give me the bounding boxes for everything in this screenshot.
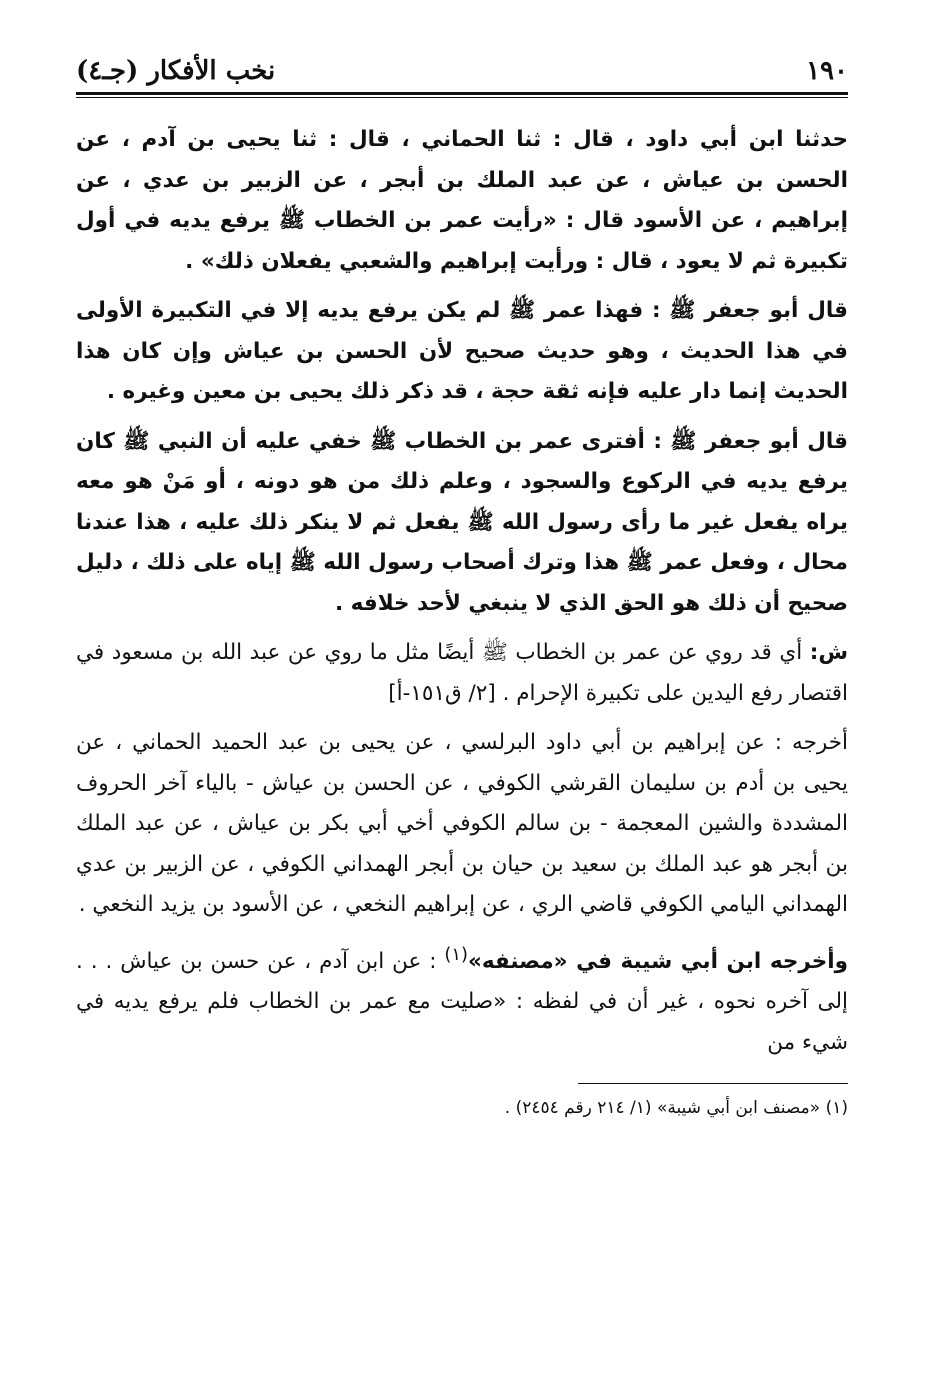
running-title: نخب الأفكار (جـ٤)	[76, 56, 276, 86]
abu-jafar-comment-1: قال أبو جعفر ﷺ : فهذا عمر ﷺ لم يكن يرفع يديه إلا في التكبيرة الأولى في هذا الحديث ، وهو حديث صحيح لأن الحسن بن عياش وإن كان هذا الحديث إنما دار عليه فإنه ثقة حجة ، قد ذكر ذلك يحيى بن معين وغيره .	[76, 298, 848, 404]
page-header	[76, 44, 848, 86]
page-number: ١٩٠	[806, 56, 848, 86]
takhrij-paragraph: أخرجه : عن إبراهيم بن أبي داود البرلسي ، عن يحيى بن عبد الحميد الحماني ، عن يحيى بن أدم بن سليمان القرشي الكوفي ، عن الحسن بن عياش - بالياء آخر الحروف المشددة والشين المعجمة - بن سالم الكوفي أخي أبي بكر بن عياش ، عن عبد الملك بن أبجر هو عبد الملك بن سعيد بن حيان بن أبجر الهمداني الكوفي ، عن الزبير بن عدي الهمداني اليامي الكوفي قاضي الري ، عن إبراهيم النخعي ، عن الأسود بن يزيد النخعي .	[76, 730, 848, 917]
commentary-marker: ش:	[809, 640, 848, 665]
footnote-ref[interactable]: (١)	[444, 943, 468, 965]
header-rule	[76, 92, 848, 98]
book-page	[76, 44, 848, 1122]
commentary-text: أي قد روي عن عمر بن الخطاب ﷺ أيضًا مثل ما روي عن عبد الله بن مسعود في اقتصار رفع اليدين على تكبيرة الإحرام . [٢/ ق١٥١-أ]	[76, 640, 848, 706]
footnote: (١) «مصنف ابن أبي شيبة» (١/ ٢١٤ رقم ٢٤٥٤) .	[504, 1098, 848, 1119]
abu-jafar-comment-2: قال أبو جعفر ﷺ : أفترى عمر بن الخطاب ﷺ خفي عليه أن النبي ﷺ كان يرفع يديه في الركوع والسجود ، وعلم ذلك من هو دونه ، أو مَنْ هو معه يراه يفعل غير ما رأى رسول الله ﷺ يفعل ثم لا ينكر ذلك عليه ، هذا عندنا محال ، وفعل عمر ﷺ هذا وترك أصحاب رسول الله ﷺ إياه على ذلك ، دليل صحيح أن ذلك هو الحق الذي لا ينبغي لأحد خلافه .	[76, 428, 848, 616]
footnote-rule	[578, 1083, 848, 1084]
takhrij-musannaf-paragraph	[76, 935, 848, 1064]
commentary-paragraph	[76, 633, 848, 714]
musannaf-text: : عن ابن آدم ، عن حسن بن عياش . . . إلى آخره نحوه ، غير أن في لفظه : «صليت مع عمر بن الخطاب فلم يرفع يديه في شيء من	[76, 948, 848, 1055]
musannaf-lead: وأخرجه ابن أبي شيبة في «مصنفه»	[467, 948, 848, 974]
hadith-text: حدثنا ابن أبي داود ، قال : ثنا الحماني ، قال : ثنا يحيى بن آدم ، عن الحسن بن عياش ، عن عبد الملك بن أبجر ، عن الزبير بن عدي ، عن إبراهيم ، عن الأسود قال : «رأيت عمر بن الخطاب ﷺ يرفع يديه في أول تكبيرة ثم لا يعود ، قال : ورأيت إبراهيم والشعبي يفعلان ذلك» .	[76, 127, 848, 274]
